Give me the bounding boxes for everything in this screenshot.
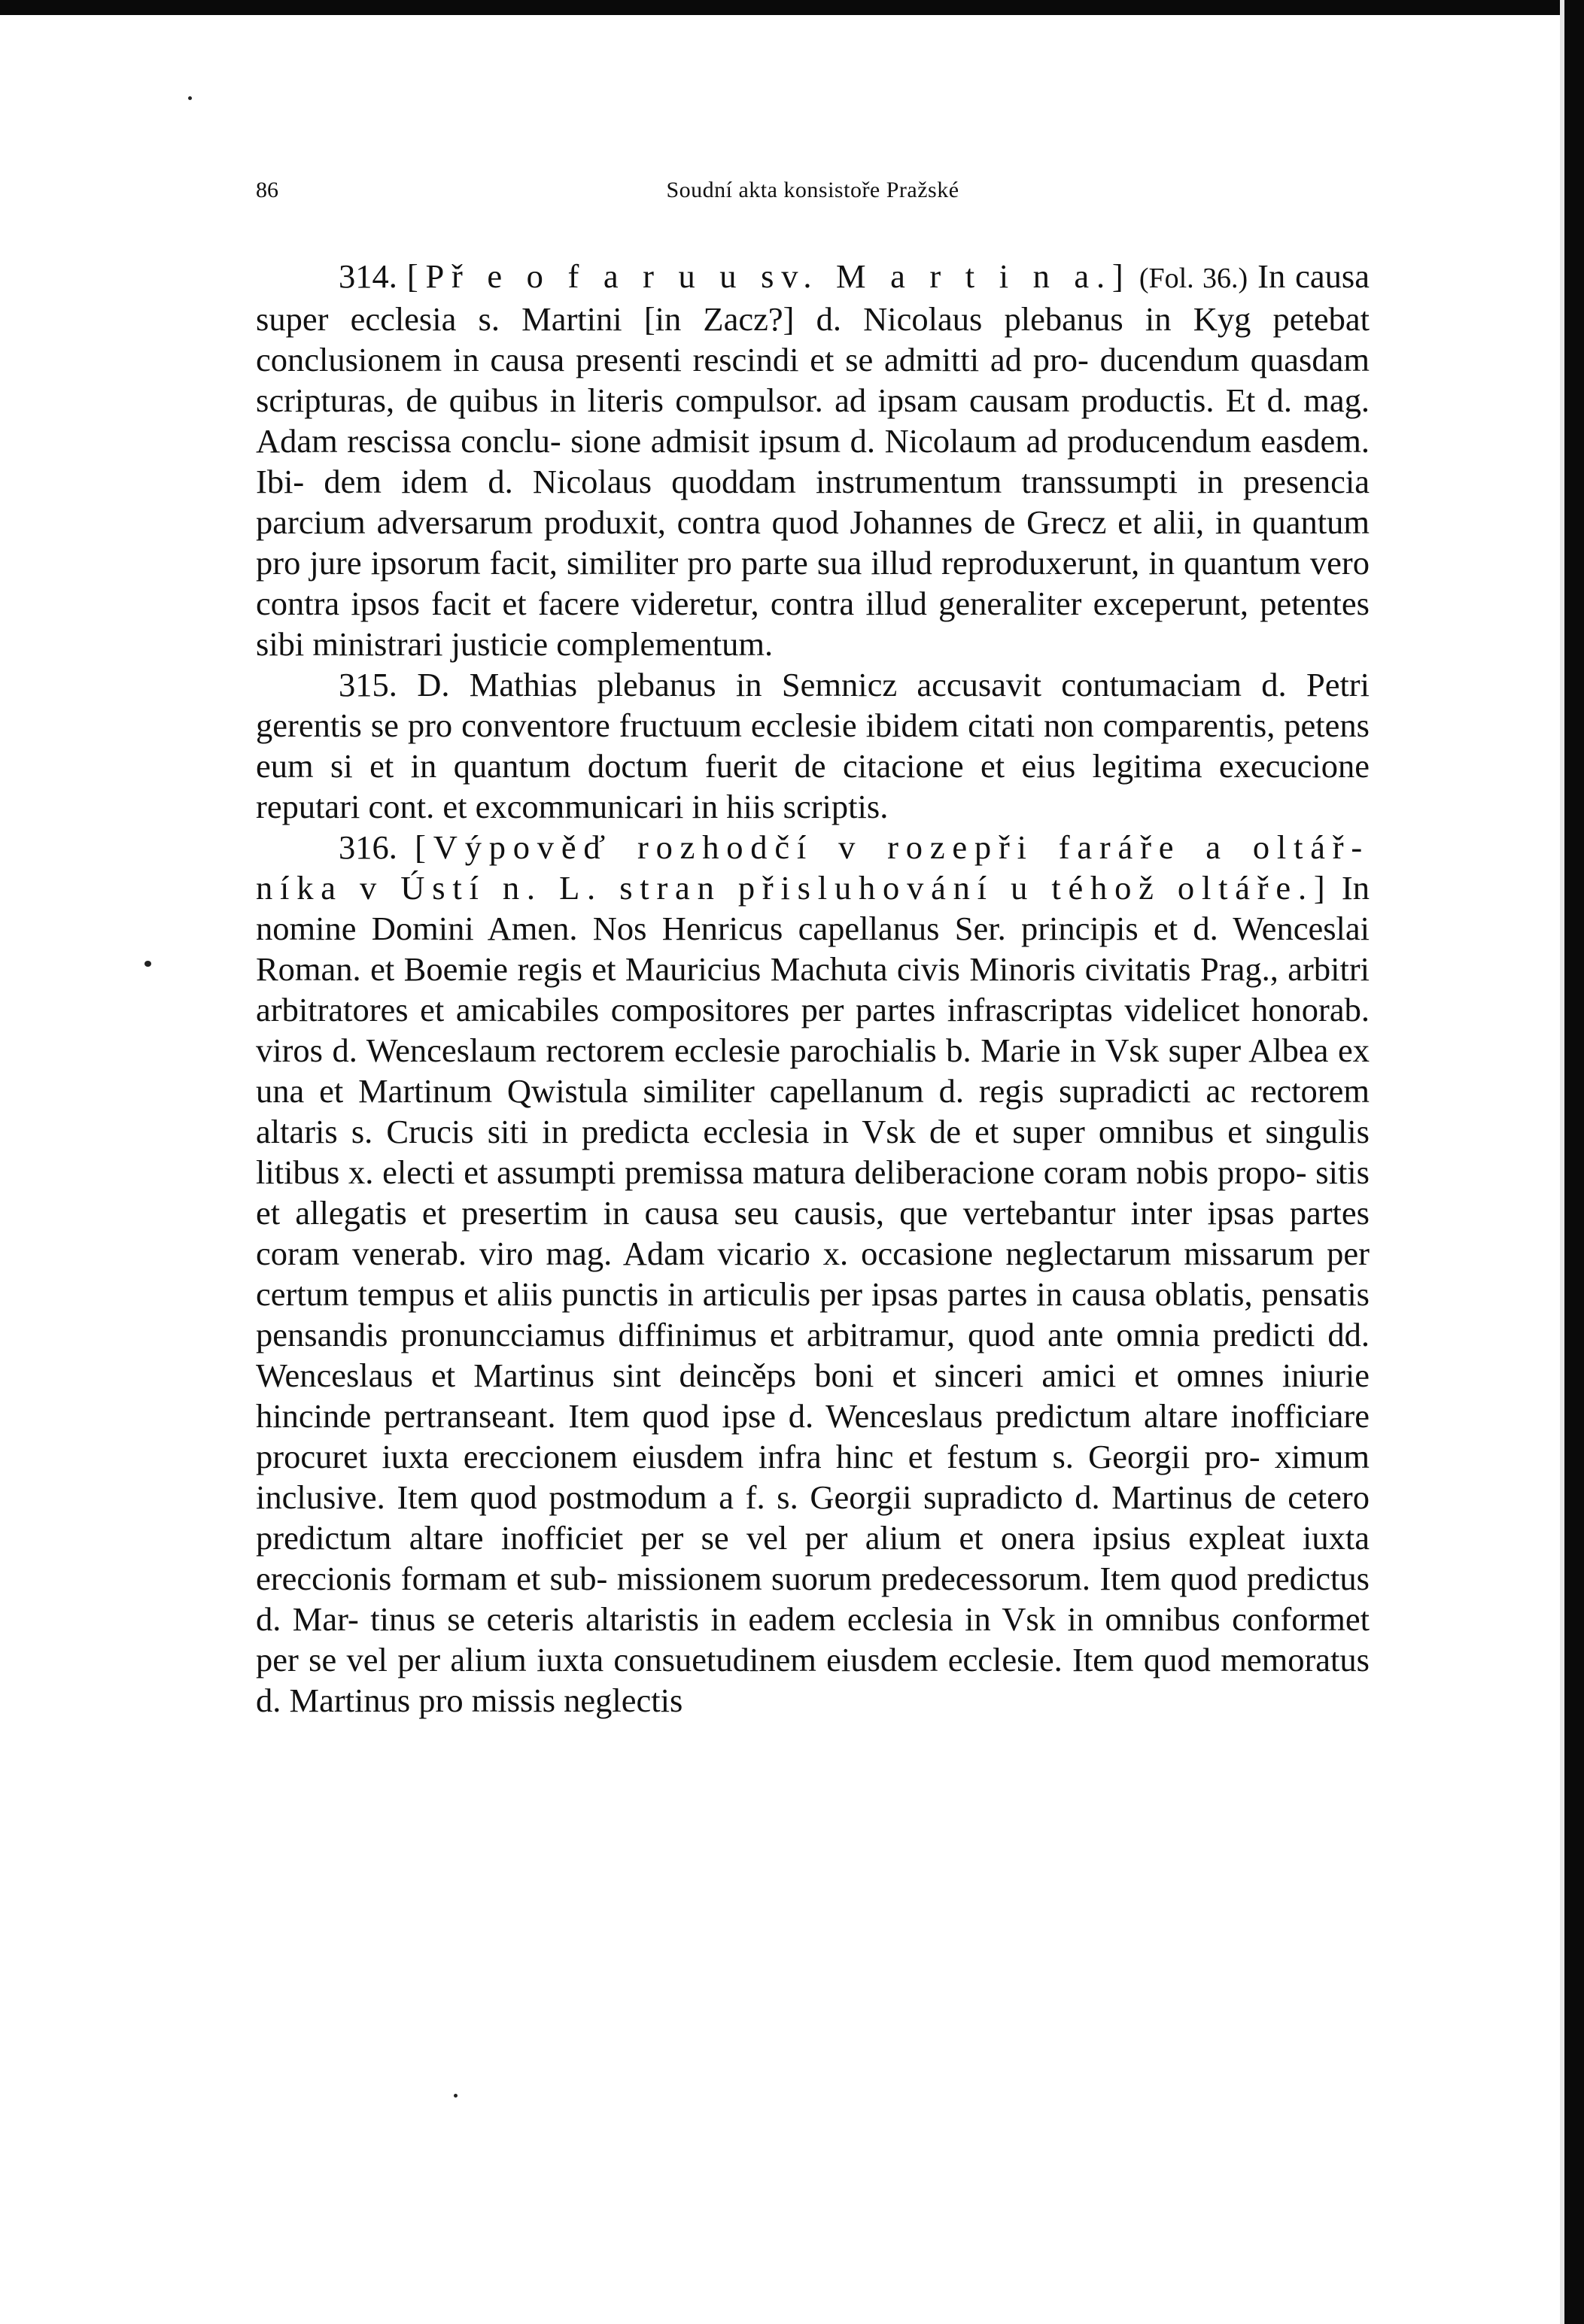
entry-text: In causa super ecclesia s. Martini [in Zacz?] d. Nicolaus plebanus in Kyg petebat conclusionem in causa presenti rescindi et se admitti ad pro- ducendum quasdam scripturas, de quibus in literis compulsor. ad ipsam causam productis. Et d. mag. Adam rescissa conclu- sione admisit ipsum d. Nicolaum ad producendum easdem. Ibi- dem idem d. Nicolaus quoddam instrumentum transsumpti in presencia parcium adversarum produxit, contra quod Johannes de Grecz et alii, in quantum pro jure ipsorum facit, similiter pro parte sua illud reproduxerunt, in quantum vero contra ipsos facit et facere videretur, contra illud generaliter exceperunt, petentes sibi ministrari justicie complementum. bbox=[256, 257, 1370, 663]
scan-speck bbox=[454, 2094, 458, 2098]
entry-title: [Výpověď rozhodčí v rozepři faráře a oltář- níka v Ústí n. L. stran přisluhování u téhož oltáře.] bbox=[256, 828, 1370, 907]
document-body bbox=[256, 256, 1370, 1721]
entry-number: 314. bbox=[339, 257, 407, 295]
running-title: Soudní akta konsistoře Pražské bbox=[666, 178, 959, 202]
entry-316 bbox=[256, 827, 1370, 1721]
entry-number: 316. bbox=[339, 828, 415, 866]
scan-right-border bbox=[1564, 0, 1584, 2324]
entry-314 bbox=[256, 256, 1370, 664]
entry-number: 315. bbox=[339, 666, 418, 703]
entry-text: In nomine Domini Amen. Nos Henricus capellanus Ser. principis et d. Wenceslai Roman. et Boemie regis et Mauricius Machuta civis Minoris civitatis Prag., arbitri arbitratores et amicabiles compositores per partes infrascriptas videlicet honorab. viros d. Wenceslaum rectorem ecclesie parochialis b. Marie in Vsk super Albea ex una et Martinum Qwistula similiter capellanum d. regis supradicti ac rectorem altaris s. Crucis siti in predicta ecclesia in Vsk de et super omnibus et singulis litibus x. electi et assumpti premissa matura deliberacione coram nobis propo- sitis et allegatis et presertim in causa seu causis, que vertebantur inter ipsas partes coram venerab. viro mag. Adam vicario x. occasione neglectarum missarum per certum tempus et aliis punctis in articulis per ipsas partes in causa oblatis, pensatis pensandis pronuncciamus diffinimus et arbitramur, quod ante omnia predicti dd. Wenceslaus et Martinus sint deincěps boni et sinceri amici et omnes iniurie hincinde pertranseant. Item quod ipse d. Wenceslaus predictum altare inofficiare procuret iuxta ereccionem eiusdem infra hinc et festum s. Georgii pro- ximum inclusive. Item quod postmodum a f. s. Georgii supradicto d. Martinus de cetero predictum altare inofficiet per se vel per alium et onera ipsius expleat iuxta ereccionis formam et sub- missionem suorum predecessorum. Item quod predictus d. Mar- tinus se ceteris altaristis in eadem ecclesia in Vsk in omnibus conformet per se vel per alium iuxta consuetudinem eiusdem ecclesie. Item quod memoratus d. Martinus pro missis neglectis bbox=[256, 869, 1370, 1719]
folio-reference: (Fol. 36.) bbox=[1130, 263, 1248, 294]
page-number: 86 bbox=[256, 178, 278, 202]
scan-speck bbox=[188, 96, 192, 100]
scan-top-border bbox=[0, 0, 1584, 15]
entry-315 bbox=[256, 664, 1370, 827]
entry-text: D. Mathias plebanus in Semnicz accusavit contumaciam d. Petri gerentis se pro conventore fructuum ecclesie ibidem citati non comparentis, petens eum si et in quantum doctum fuerit de citacione et eius legitima execucione reputari cont. et excommunicari in hiis scriptis. bbox=[256, 666, 1370, 825]
page-header bbox=[256, 178, 1370, 208]
entry-title: [Př e o f a r u u sv. M a r t i n a.] bbox=[406, 257, 1131, 295]
scan-speck bbox=[144, 961, 151, 967]
